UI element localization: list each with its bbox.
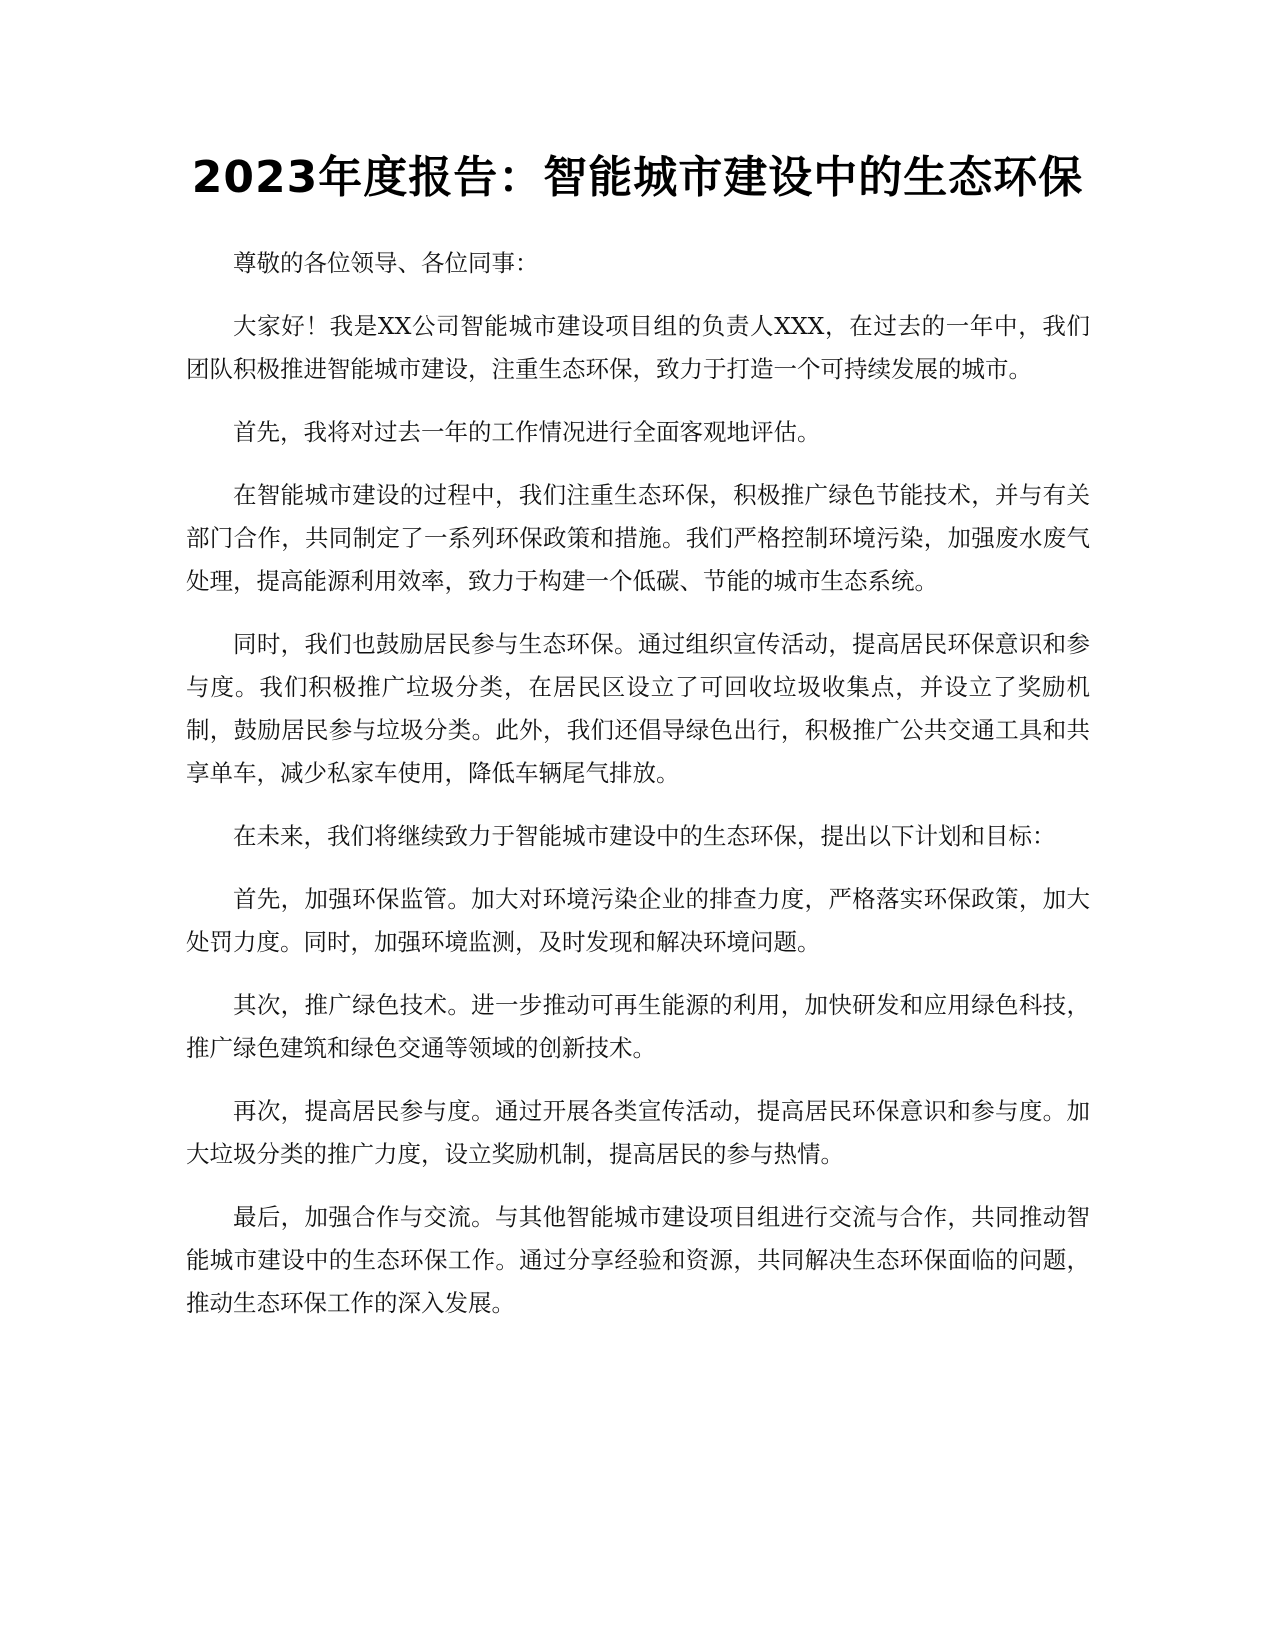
paragraph-assessment-intro: 首先，我将对过去一年的工作情况进行全面客观地评估。 (233, 418, 821, 446)
paragraph-plan-cooperation: 最后，加强合作与交流。与其他智能城市建设项目组进行交流与合作，共同推动智能城市建设中的生态环保工作。通过分享经验和资源，共同解决生态环保面临的问题，推动生态环保工作的深入发展。 (186, 1203, 1090, 1317)
paragraph-salutation: 尊敬的各位领导、各位同事： (233, 249, 539, 277)
paragraph-plan-participation: 再次，提高居民参与度。通过开展各类宣传活动，提高居民环保意识和参与度。加大垃圾分类的推广力度，设立奖励机制，提高居民的参与热情。 (186, 1097, 1090, 1168)
document-body (186, 242, 1090, 1345)
paragraph-green-technology: 在智能城市建设的过程中，我们注重生态环保，积极推广绿色节能技术，并与有关部门合作，共同制定了一系列环保政策和措施。我们严格控制环境污染，加强废水废气处理，提高能源利用效率，致力于构建一个低碳、节能的城市生态系统。 (186, 481, 1090, 595)
paragraph-future-plans: 在未来，我们将继续致力于智能城市建设中的生态环保，提出以下计划和目标： (233, 822, 1056, 850)
paragraph-plan-supervision: 首先，加强环保监管。加大对环境污染企业的排查力度，严格落实环保政策，加大处罚力度。同时，加强环境监测，及时发现和解决环境问题。 (186, 885, 1090, 956)
paragraph-plan-green-tech: 其次，推广绿色技术。进一步推动可再生能源的利用，加快研发和应用绿色科技，推广绿色建筑和绿色交通等领域的创新技术。 (186, 991, 1090, 1062)
document-title: 2023年度报告：智能城市建设中的生态环保 (191, 152, 1084, 203)
paragraph-resident-participation: 同时，我们也鼓励居民参与生态环保。通过组织宣传活动，提高居民环保意识和参与度。我们积极推广垃圾分类，在居民区设立了可回收垃圾收集点，并设立了奖励机制，鼓励居民参与垃圾分类。此外，我们还倡导绿色出行，积极推广公共交通工具和共享单车，减少私家车使用，降低车辆尾气排放。 (186, 630, 1090, 787)
paragraph-introduction: 大家好！我是XX公司智能城市建设项目组的负责人XXX，在过去的一年中，我们团队积极推进智能城市建设，注重生态环保，致力于打造一个可持续发展的城市。 (186, 312, 1090, 383)
